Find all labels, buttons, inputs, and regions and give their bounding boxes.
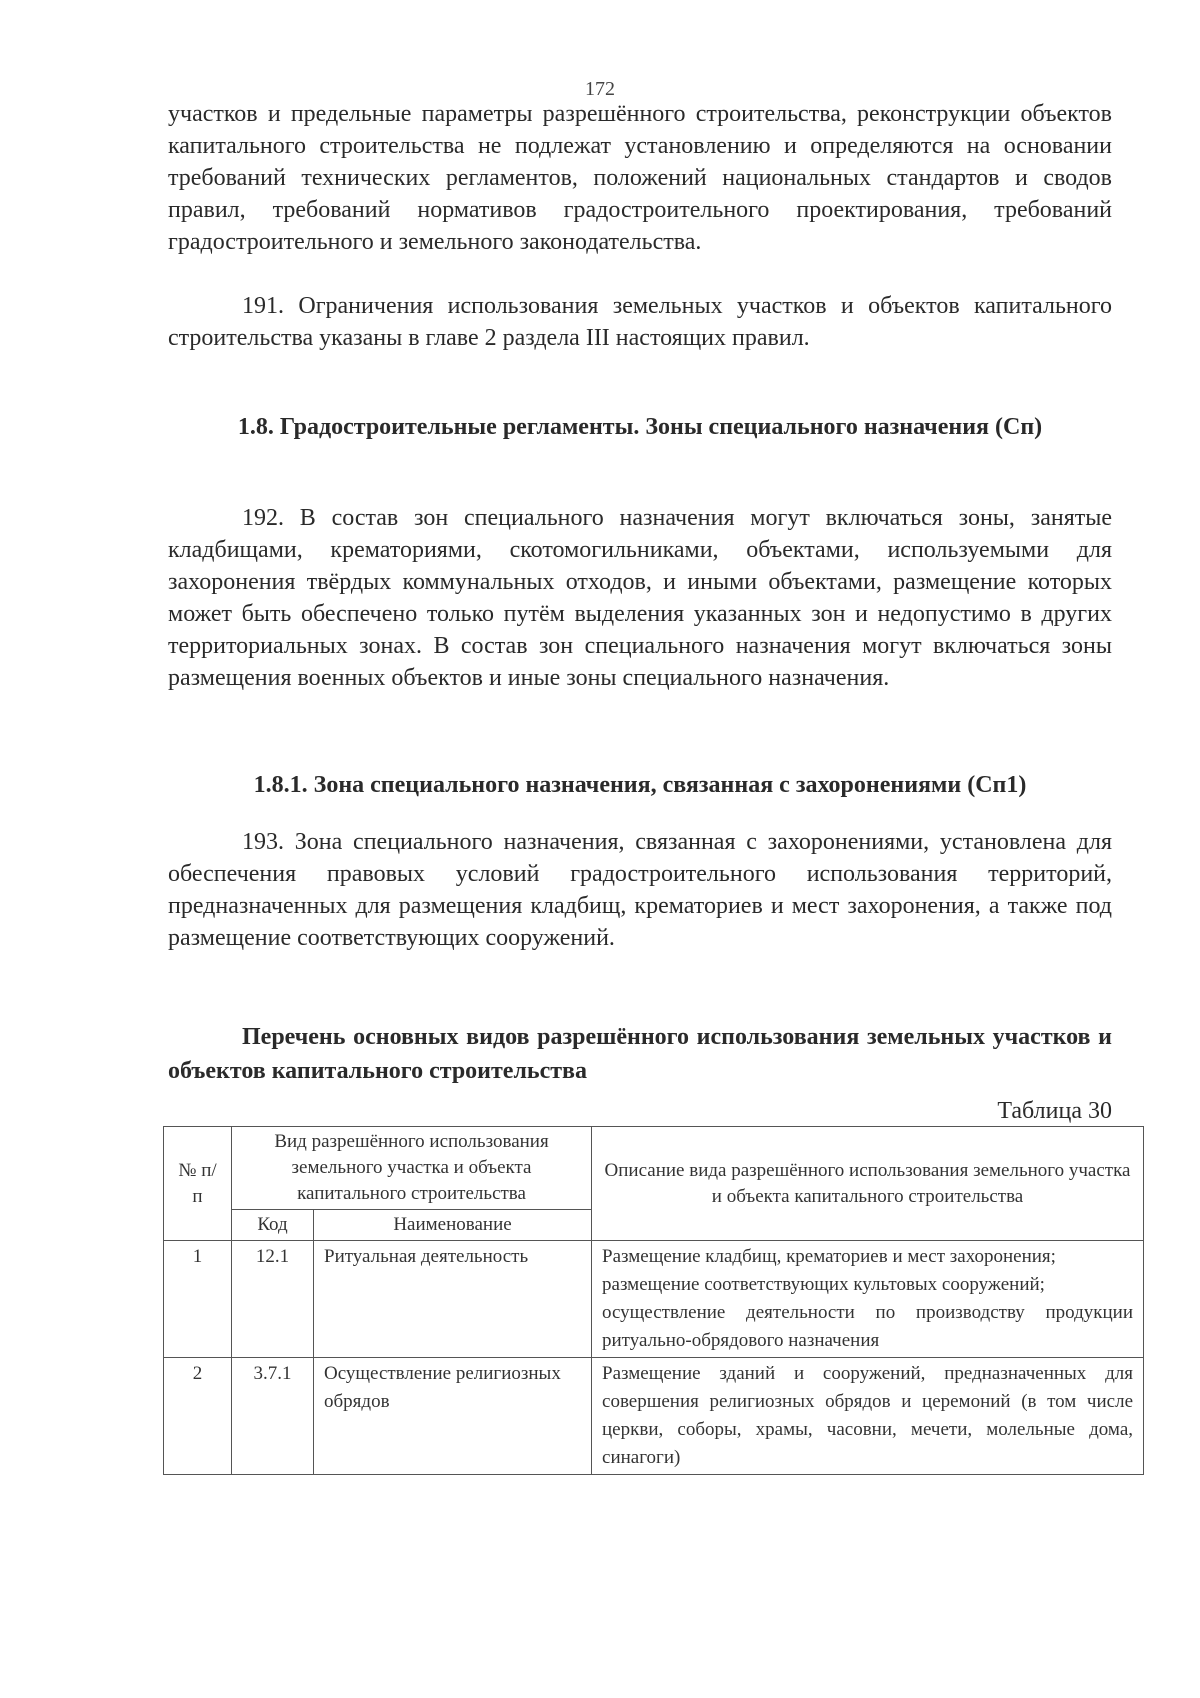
table-label: Таблица 30 bbox=[997, 1098, 1112, 1124]
paragraph-191: 191. Ограничения использования земельных участков и объектов капитального строительства указаны в главе 2 раздела III настоящих правил. bbox=[168, 293, 1112, 351]
header-name: Наименование bbox=[314, 1210, 592, 1241]
header-kind: Вид разрешённого использования земельного участка и объекта капитального строительства bbox=[232, 1127, 592, 1210]
header-description: Описание вида разрешённого использования земельного участка и объекта капитального строительства bbox=[592, 1127, 1144, 1241]
header-num: № п/п bbox=[164, 1127, 232, 1241]
cell-num: 2 bbox=[164, 1358, 232, 1475]
cell-name: Ритуальная деятельность bbox=[314, 1241, 592, 1358]
cell-description bbox=[592, 1241, 1144, 1358]
list-title: Перечень основных видов разрешённого использования земельных участков и объектов капитального строительства bbox=[168, 1024, 1112, 1084]
cell-code: 12.1 bbox=[232, 1241, 314, 1358]
page-number: 172 bbox=[585, 78, 615, 100]
description-line: Размещение зданий и сооружений, предназначенных для совершения религиозных обрядов и церемоний (в том числе церкви, соборы, храмы, часовни, мечети, молельные дома, синагоги) bbox=[602, 1363, 1134, 1468]
cell-name: Осуществление религиозных обрядов bbox=[314, 1358, 592, 1475]
description-line: Размещение кладбищ, крематориев и мест захоронения; bbox=[602, 1246, 1056, 1267]
description-line: осуществление деятельности по производству продукции ритуально-обрядового назначения bbox=[602, 1302, 1134, 1351]
table-header-row bbox=[164, 1127, 1144, 1210]
cell-num: 1 bbox=[164, 1241, 232, 1358]
table-row bbox=[164, 1358, 1144, 1475]
section-heading-1-8-1: 1.8.1. Зона специального назначения, связанная с захоронениями (Сп1) bbox=[253, 772, 1027, 798]
section-heading-1-8: 1.8. Градостроительные регламенты. Зоны специального назначения (Сп) bbox=[237, 414, 1043, 440]
cell-code: 3.7.1 bbox=[232, 1358, 314, 1475]
permitted-use-table bbox=[163, 1126, 1144, 1475]
cell-description bbox=[592, 1358, 1144, 1475]
paragraph-192: 192. В состав зон специального назначения могут включаться зоны, занятые кладбищами, крематориями, скотомогильниками, объектами, используемыми для захоронения твёрдых коммунальных отходов, и иными объектами, размещение которых может быть обеспечено только путём выделения указанных зон и недопустимо в других территориальных зонах. В состав зон специального назначения могут включаться зоны размещения военных объектов и иные зоны специального назначения. bbox=[168, 505, 1112, 691]
header-code: Код bbox=[232, 1210, 314, 1241]
paragraph-intro: участков и предельные параметры разрешённого строительства, реконструкции объектов капитального строительства не подлежат установлению и определяются на основании требований технических регламентов, положений национальных стандартов и сводов правил, требований нормативов градостроительного проектирования, требований градостроительного и земельного законодательства. bbox=[168, 101, 1112, 255]
paragraph-193: 193. Зона специального назначения, связанная с захоронениями, установлена для обеспечения правовых условий градостроительного использования территорий, предназначенных для размещения кладбищ, крематориев и мест захоронения, а также под размещение соответствующих сооружений. bbox=[168, 829, 1112, 951]
description-line: размещение соответствующих культовых сооружений; bbox=[602, 1274, 1045, 1295]
table-row bbox=[164, 1241, 1144, 1358]
